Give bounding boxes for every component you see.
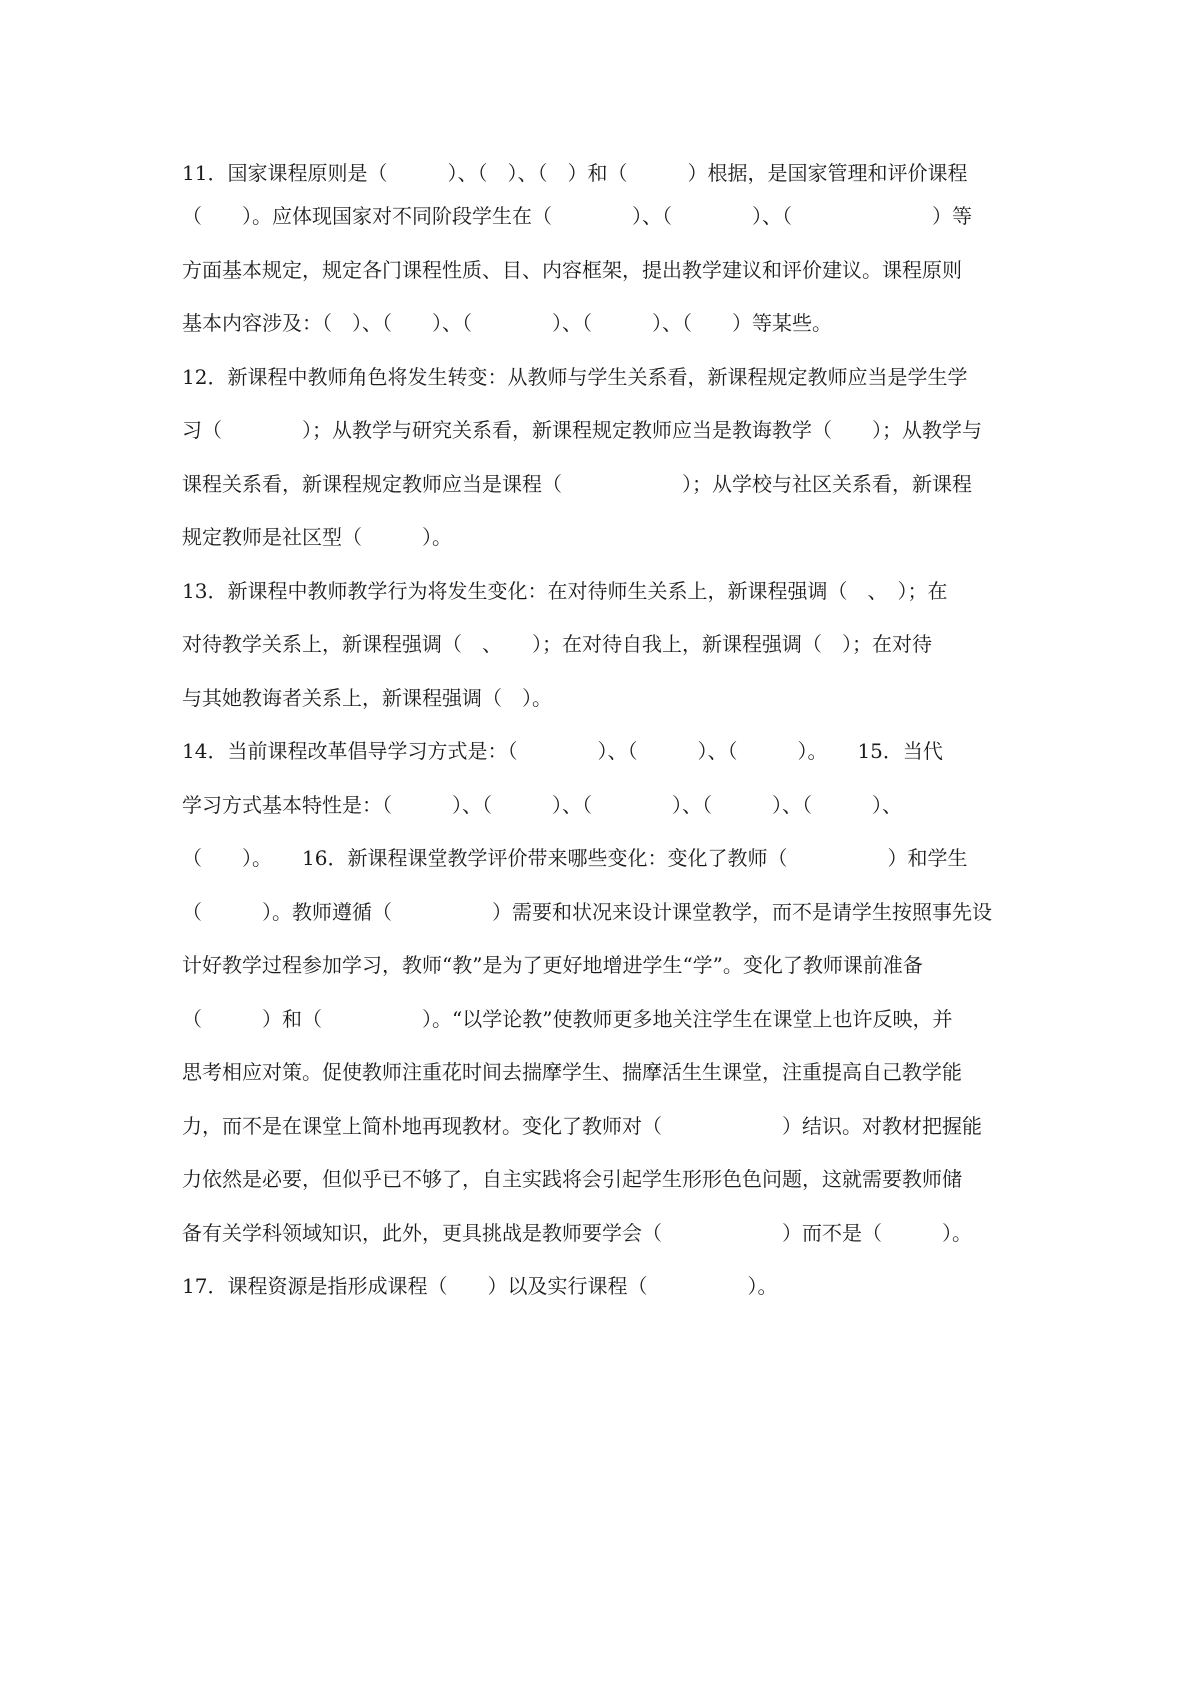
text-line: 规定教师是社区型（ ）。 — [182, 525, 452, 549]
text-line: 思考相应对策。促使教师注重花时间去揣摩学生、揣摩活生生课堂，注重提高自己教学能 — [182, 1060, 962, 1084]
text-line: （ ）。教师遵循（ ）需要和状况来设计课堂教学，而不是请学生按照事先设 — [182, 900, 992, 924]
text-line: 与其她教诲者关系上，新课程强调（ ）。 — [182, 686, 552, 710]
text-line: 基本内容涉及：（ ）、（ ）、（ ）、（ ）、（ ）等某些。 — [182, 311, 832, 335]
text-line: 力，而不是在课堂上简朴地再现教材。变化了教师对（ ）结识。对教材把握能 — [182, 1114, 982, 1138]
text-line: 备有关学科领域知识，此外，更具挑战是教师要学会（ ）而不是（ ）。 — [182, 1221, 972, 1245]
text-line: （ ）和（ ）。“以学论教”使教师更多地关注学生在课堂上也许反映，并 — [182, 1007, 953, 1031]
text-line: 12．新课程中教师角色将发生转变：从教师与学生关系看，新课程规定教师应当是学生学 — [182, 365, 968, 389]
text-line: （ ）。 16．新课程课堂教学评价带来哪些变化：变化了教师（ ）和学生 — [182, 846, 968, 870]
text-line: 学习方式基本特性是：（ ）、（ ）、（ ）、（ ）、（ ）、 — [182, 793, 902, 817]
text-line: 力依然是必要，但似乎已不够了，自主实践将会引起学生形形色色问题，这就需要教师储 — [182, 1167, 962, 1191]
text-line: 13．新课程中教师教学行为将发生变化：在对待师生关系上，新课程强调（ 、 ）；在 — [182, 579, 948, 603]
text-line: 14．当前课程改革倡导学习方式是：（ ）、（ ）、（ ）。 15．当代 — [182, 739, 943, 763]
text-line: 计好教学过程参加学习，教师“教”是为了更好地增进学生“学”。变化了教师课前准备 — [182, 953, 923, 977]
text-line: 习（ ）；从教学与研究关系看，新课程规定教师应当是教诲教学（ ）；从教学与 — [182, 418, 982, 442]
text-line: 方面基本规定，规定各门课程性质、目、内容框架，提出教学建议和评价建议。课程原则 — [182, 258, 962, 282]
text-line: 课程关系看，新课程规定教师应当是课程（ ）；从学校与社区关系看，新课程 — [182, 472, 972, 496]
text-line: 对待教学关系上，新课程强调（ 、 ）；在对待自我上，新课程强调（ ）；在对待 — [182, 632, 932, 656]
text-line: 11．国家课程原则是（ ）、（ ）、（ ）和（ ）根据，是国家管理和评价课程 — [182, 161, 968, 185]
text-line: （ ）。应体现国家对不同阶段学生在（ ）、（ ）、（ ）等 — [182, 204, 972, 228]
text-line: 17．课程资源是指形成课程（ ）以及实行课程（ ）。 — [182, 1274, 778, 1298]
